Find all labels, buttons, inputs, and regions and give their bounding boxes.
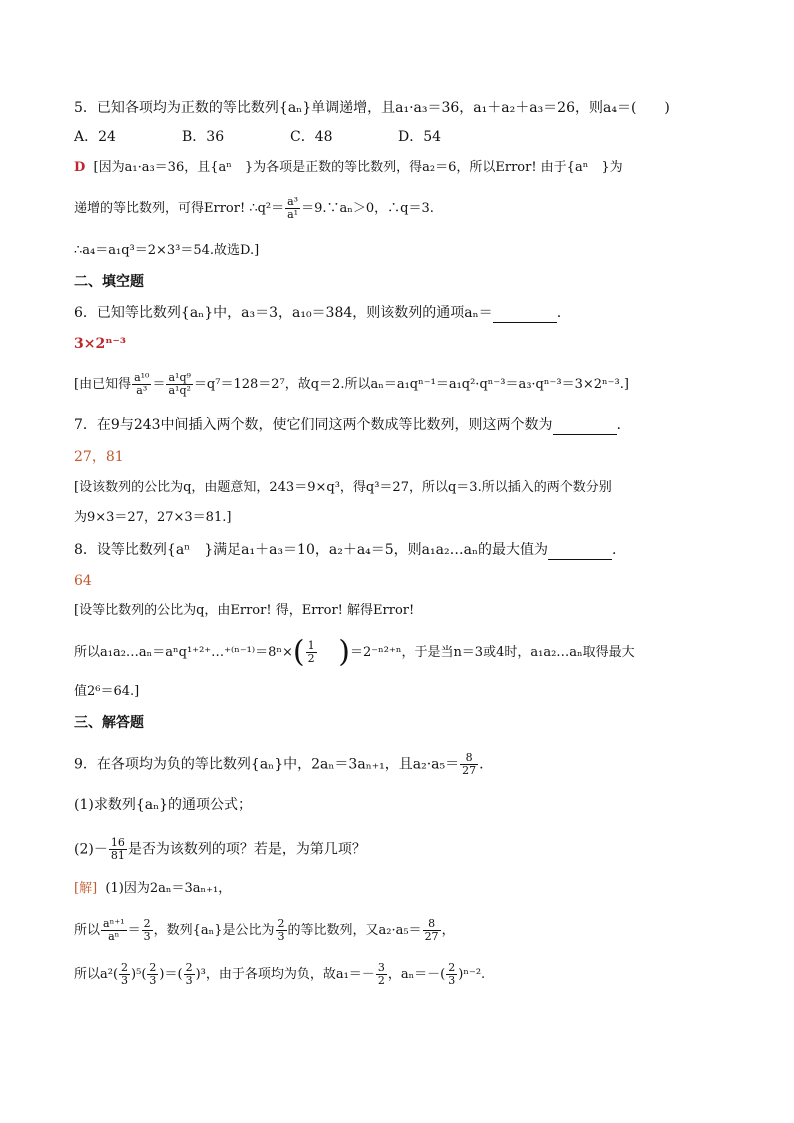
frac-num: 1: [307, 639, 315, 652]
q5-sol1: [因为a₁·a₃＝36，且{aⁿ }为各项是正数的等比数列，得a₂＝6，所以Error! 由于{aⁿ }为: [93, 160, 623, 175]
txt: )³，由于各项均为负，故a₁＝－: [195, 967, 375, 982]
q9-solution-line2: [74, 918, 455, 943]
q8-answer: 64: [74, 573, 92, 589]
section-fill-in-heading: 二、填空题: [74, 274, 144, 290]
q5-solution-line3: ∴a₄＝a₁q³＝2×3³＝54.故选D.]: [74, 243, 260, 258]
q5-sol2a: 递增的等比数列，可得Error! ∴q²＝: [74, 201, 285, 216]
right-paren: ): [338, 634, 350, 670]
q7-solution-line2: 为9×3＝27，27×3＝81.]: [74, 510, 232, 525]
q8-sol2a: 所以a₁a₂…aₙ＝aⁿq¹⁺²⁺…⁺⁽ⁿ⁻¹⁾＝8ⁿ×: [74, 645, 293, 660]
q6-fraction-1: [132, 372, 151, 397]
q9-s2-fraction-2: [142, 918, 153, 943]
q5-choices: [74, 127, 506, 147]
q5-fraction: [285, 196, 300, 221]
txt: 所以a²(: [74, 967, 119, 982]
section-answer-heading: 三、解答题: [74, 715, 144, 731]
txt: ，数列{aₙ}是公比为: [153, 923, 275, 938]
q9-s3-fraction-1: [119, 962, 130, 987]
q6-sol-b: ＝q⁷＝128＝2⁷，故q＝2.所以aₙ＝a₁qⁿ⁻¹＝a₁q²·qⁿ⁻³＝a₃·qⁿ⁻³＝3×2ⁿ⁻³.]: [193, 377, 629, 392]
txt: 所以: [74, 923, 101, 938]
q6-solution: [由已知得 $\frac{\text{a¹⁰}}{\text{a³}}$ ＝ $\frac{\text{a¹q⁹}}{\text{a¹q²}}$ ＝q⁷＝128＝2⁷，故q＝2.所以aₙ＝a₁qⁿ⁻¹＝a₁q²·qⁿ⁻³＝a₃·qⁿ⁻³＝3×2ⁿ⁻³.]: [74, 371, 629, 397]
q9-stem: [74, 752, 484, 777]
frac-num: 16: [110, 836, 125, 849]
q7-stem: 7．在9与243中间插入两个数，使它们同这两个数成等比数列，则这两个数为: [74, 417, 553, 433]
txt: 的等比数列，又a₂·a₅＝: [287, 923, 422, 938]
q6-fraction-2: [166, 372, 192, 397]
q9-s2-fraction-3: [276, 918, 287, 943]
q9-stem-a: 9．在各项均为负的等比数列{aₙ}中，2aₙ＝3aₙ₊₁，且a₂·a₅＝: [74, 756, 460, 773]
frac-den: 27: [424, 930, 439, 943]
frac-num: 2: [149, 961, 157, 974]
q5-sol2b: ＝9.∵aₙ＞0，∴q＝3.: [301, 201, 434, 216]
q6-sol-a: [由已知得: [74, 377, 132, 392]
q9-solution-label: [解]: [74, 881, 98, 896]
q9-s3-fraction-4: [376, 962, 387, 987]
q9-s3-fraction-5: [446, 962, 457, 987]
q6-answer: 3×2ⁿ⁻³: [74, 336, 127, 352]
frac-den: 2: [307, 652, 315, 665]
q7-answer: 27，81: [74, 449, 124, 465]
q9-s3-fraction-2: [147, 962, 158, 987]
q8-solution-line3: 值2⁶＝64.]: [74, 684, 140, 699]
q9-p2-b: 是否为该数列的项？若是，为第几项？: [127, 841, 366, 858]
left-paren: (: [292, 634, 305, 670]
frac-den: 3: [149, 974, 157, 987]
frac-den: 3: [448, 974, 456, 987]
q9-p2-a: (2)－: [74, 841, 108, 858]
frac-num: a³: [287, 195, 299, 208]
frac-den: a³: [136, 384, 148, 397]
q9-solution-line1: [74, 879, 231, 899]
txt: )ⁿ⁻².: [458, 967, 486, 982]
q8-solution-line2: [74, 634, 635, 670]
frac-num: 2: [143, 917, 151, 930]
q9-stem-end: .: [479, 756, 484, 773]
txt: ，: [441, 923, 455, 938]
frac-num: 3: [377, 961, 385, 974]
txt: )＝(: [159, 967, 183, 982]
q9-solution-line3: [74, 962, 485, 987]
choice-c: C．48: [290, 129, 333, 145]
choice-d: D．54: [398, 129, 442, 145]
q5-solution-line1: [74, 158, 623, 178]
frac-den: a¹: [287, 208, 299, 221]
q8-stem-line: 8．设等比数列{aⁿ }满足a₁＋a₃＝10，a₂＋a₄＝5，则a₁a₂…aₙ的最大值为 .: [74, 542, 617, 558]
q8-blank: [548, 545, 612, 560]
q8-sol2b: ＝2⁻ⁿ²⁺ⁿ，于是当n＝3或4时，a₁a₂…aₙ取得最大: [349, 645, 635, 660]
frac-num: 2: [277, 917, 285, 930]
q9-part2: [74, 837, 366, 862]
txt: ＝: [127, 923, 141, 938]
q8-stem: 8．设等比数列{aⁿ }满足a₁＋a₃＝10，a₂＋a₄＝5，则a₁a₂…aₙ的最大值为: [74, 542, 549, 558]
q9-s3-fraction-3: [184, 962, 195, 987]
q7-solution-line1: [设该数列的公比为q，由题意知，243＝9×q³，得q³＝27，所以q＝3.所以插入的两个数分别: [74, 480, 612, 495]
q6-blank: [493, 308, 557, 323]
frac-den: a¹q²: [168, 384, 191, 397]
q7-blank: [553, 420, 617, 435]
frac-den: 3: [143, 930, 151, 943]
q9-p2-fraction: [109, 837, 127, 862]
q9-part1: (1)求数列{aₙ}的通项公式；: [74, 797, 253, 813]
choice-a: A．24: [74, 129, 116, 145]
frac-num: a¹q⁹: [168, 371, 191, 384]
frac-num: 8: [423, 918, 441, 931]
frac-num: 2: [121, 961, 129, 974]
q9-s2-fraction-1: [101, 918, 127, 943]
frac-den: 27: [462, 764, 477, 777]
frac-den: aⁿ: [108, 930, 120, 943]
txt: )⁵(: [131, 967, 147, 982]
q9-s1: (1)因为2aₙ＝3aₙ₊₁，: [105, 881, 232, 896]
q6-stem: 6．已知等比数列{aₙ}中，a₃＝3，a₁₀＝384，则该数列的通项aₙ＝: [74, 305, 493, 321]
frac-den: 3: [185, 974, 193, 987]
q6-stem-line: 6．已知等比数列{aₙ}中，a₃＝3，a₁₀＝384，则该数列的通项aₙ＝ .: [74, 305, 562, 321]
frac-den: 2: [377, 974, 385, 987]
q8-fraction-half: [306, 640, 317, 665]
frac-den: 81: [110, 849, 125, 862]
frac-den: 3: [121, 974, 129, 987]
q7-stem-line: 7．在9与243中间插入两个数，使它们同这两个数成等比数列，则这两个数为 .: [74, 417, 621, 433]
q5-solution-line2: [74, 196, 434, 221]
choice-b: B．36: [182, 129, 225, 145]
txt: ，aₙ＝－(: [387, 967, 446, 982]
frac-num: 8: [460, 752, 478, 765]
q9-stem-fraction: [460, 752, 478, 777]
q8-solution-line1: [设等比数列的公比为q，由Error! 得，Error! 解得Error!: [74, 603, 415, 618]
frac-den: 3: [277, 930, 285, 943]
q5-answer: D: [74, 160, 86, 175]
frac-num: a¹⁰: [134, 371, 150, 384]
frac-num: aⁿ⁺¹: [103, 917, 125, 930]
q9-s2-fraction-4: [423, 918, 441, 943]
frac-num: 2: [185, 961, 193, 974]
q5-stem: 5．已知各项均为正数的等比数列{aₙ}单调递增，且a₁·a₃＝36，a₁＋a₂＋a₃＝26，则a₄＝( ): [74, 100, 670, 116]
frac-num: 2: [448, 961, 456, 974]
